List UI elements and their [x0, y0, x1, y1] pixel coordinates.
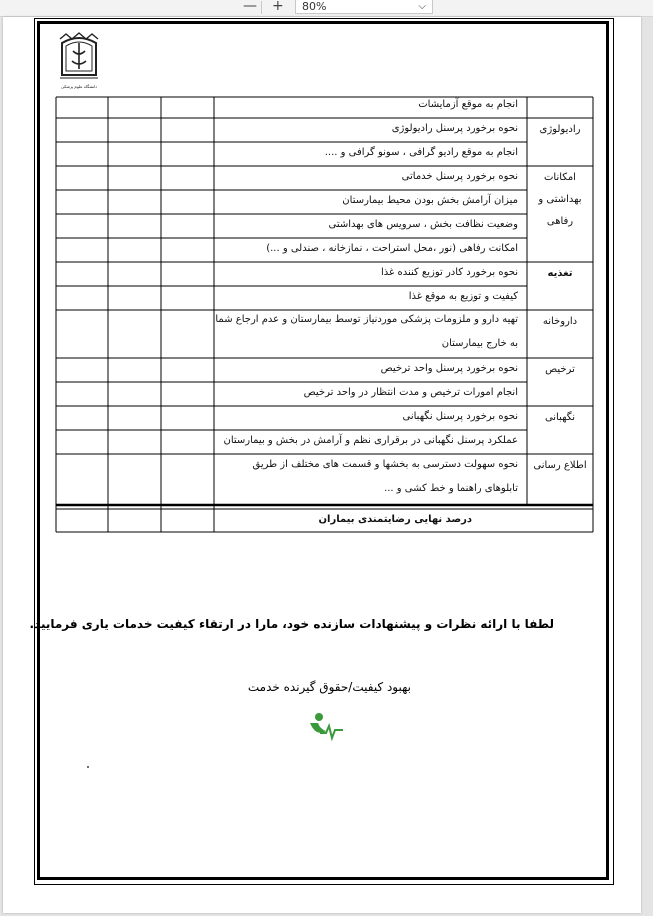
- item-discharge-staff: نحوه برخورد پرسنل واحد ترخیص: [380, 363, 518, 374]
- item-food-quality: کیفیت و توزیع به موقع غذا: [408, 291, 518, 302]
- final-satisfaction-row: درصد نهایی رضایتمندی بیماران: [318, 514, 472, 525]
- item-medication-line: تهیه دارو و ملزومات پزشکی موردنیاز توسط بیمارستان و عدم ارجاع شما: [215, 314, 518, 325]
- category-radiology: رادیولوژی: [539, 124, 581, 135]
- item-radiology-timing: انجام به موقع رادیو گرافی ، سونو گرافی و ....: [324, 147, 518, 158]
- zoom-out-button[interactable]: —: [243, 0, 257, 14]
- category-nutrition: تغذیه: [547, 268, 573, 279]
- signature: بهبود کیفیت/حقوق گیرنده خدمت: [247, 680, 411, 694]
- category-facilities-line: رفاهی: [546, 216, 574, 227]
- item-cleanliness: وضعیت نظافت بخش ، سرویس های بهداشتی: [328, 219, 518, 230]
- item-food-staff: نحوه برخورد کادر توزیع کننده غذا: [381, 267, 518, 278]
- logo-caption: دانشگاه علوم پزشکی: [60, 84, 98, 89]
- item-calm-environment: میزان آرامش بخش بودن محیط بیمارستان: [342, 195, 518, 206]
- item-security-order: عملکرد پرسنل نگهبانی در برقراری نظم و آرامش در بخش و بیمارستان: [223, 435, 518, 446]
- item-lab-tests: انجام به موقع آزمایشات: [418, 99, 518, 110]
- item-service-staff: نحوه برخورد پرسنل خدماتی: [401, 171, 518, 182]
- category-facilities: [528, 167, 592, 233]
- category-security: نگهبانی: [544, 412, 576, 423]
- category-pharmacy: داروخانه: [542, 316, 578, 327]
- item-medication-line: به خارج بیمارستان: [441, 338, 518, 349]
- category-facilities-line: بهداشتی و: [538, 194, 582, 205]
- category-information: اطلاع رسانی: [533, 460, 587, 471]
- item-signage-line: تابلوهای راهنما و خط کشی و ...: [384, 483, 518, 494]
- category-facilities-line: امکانات: [544, 172, 576, 183]
- item-signage-line: نحوه سهولت دسترسی به بخشها و قسمت های مختلف از طریق: [252, 459, 518, 470]
- item-discharge-process: انجام امورات ترخیص و مدت انتظار در واحد ترخیص: [303, 387, 518, 398]
- item-amenities: امکانت رفاهی (نور ،محل استراحت ، نمازخانه ، صندلی و ...): [266, 243, 518, 254]
- chevron-down-icon[interactable]: ⌵: [418, 1, 426, 12]
- stray-dot: [87, 766, 89, 768]
- heartbeat-figure-icon: [306, 711, 346, 741]
- item-security-staff: نحوه برخورد پرسنل نگهبانی: [402, 411, 518, 422]
- item-radiology-staff: نحوه برخورد پرسنل رادیولوژی: [391, 123, 518, 134]
- zoom-in-button[interactable]: +: [272, 0, 284, 14]
- closing-message: لطفا با ارائه نظرات و پیشنهادات سازنده خود، مارا در ارتقاء کیفیت خدمات یاری فرمایید.: [29, 617, 554, 631]
- zoom-level: 80%: [302, 0, 327, 13]
- category-discharge: ترخیص: [545, 364, 575, 375]
